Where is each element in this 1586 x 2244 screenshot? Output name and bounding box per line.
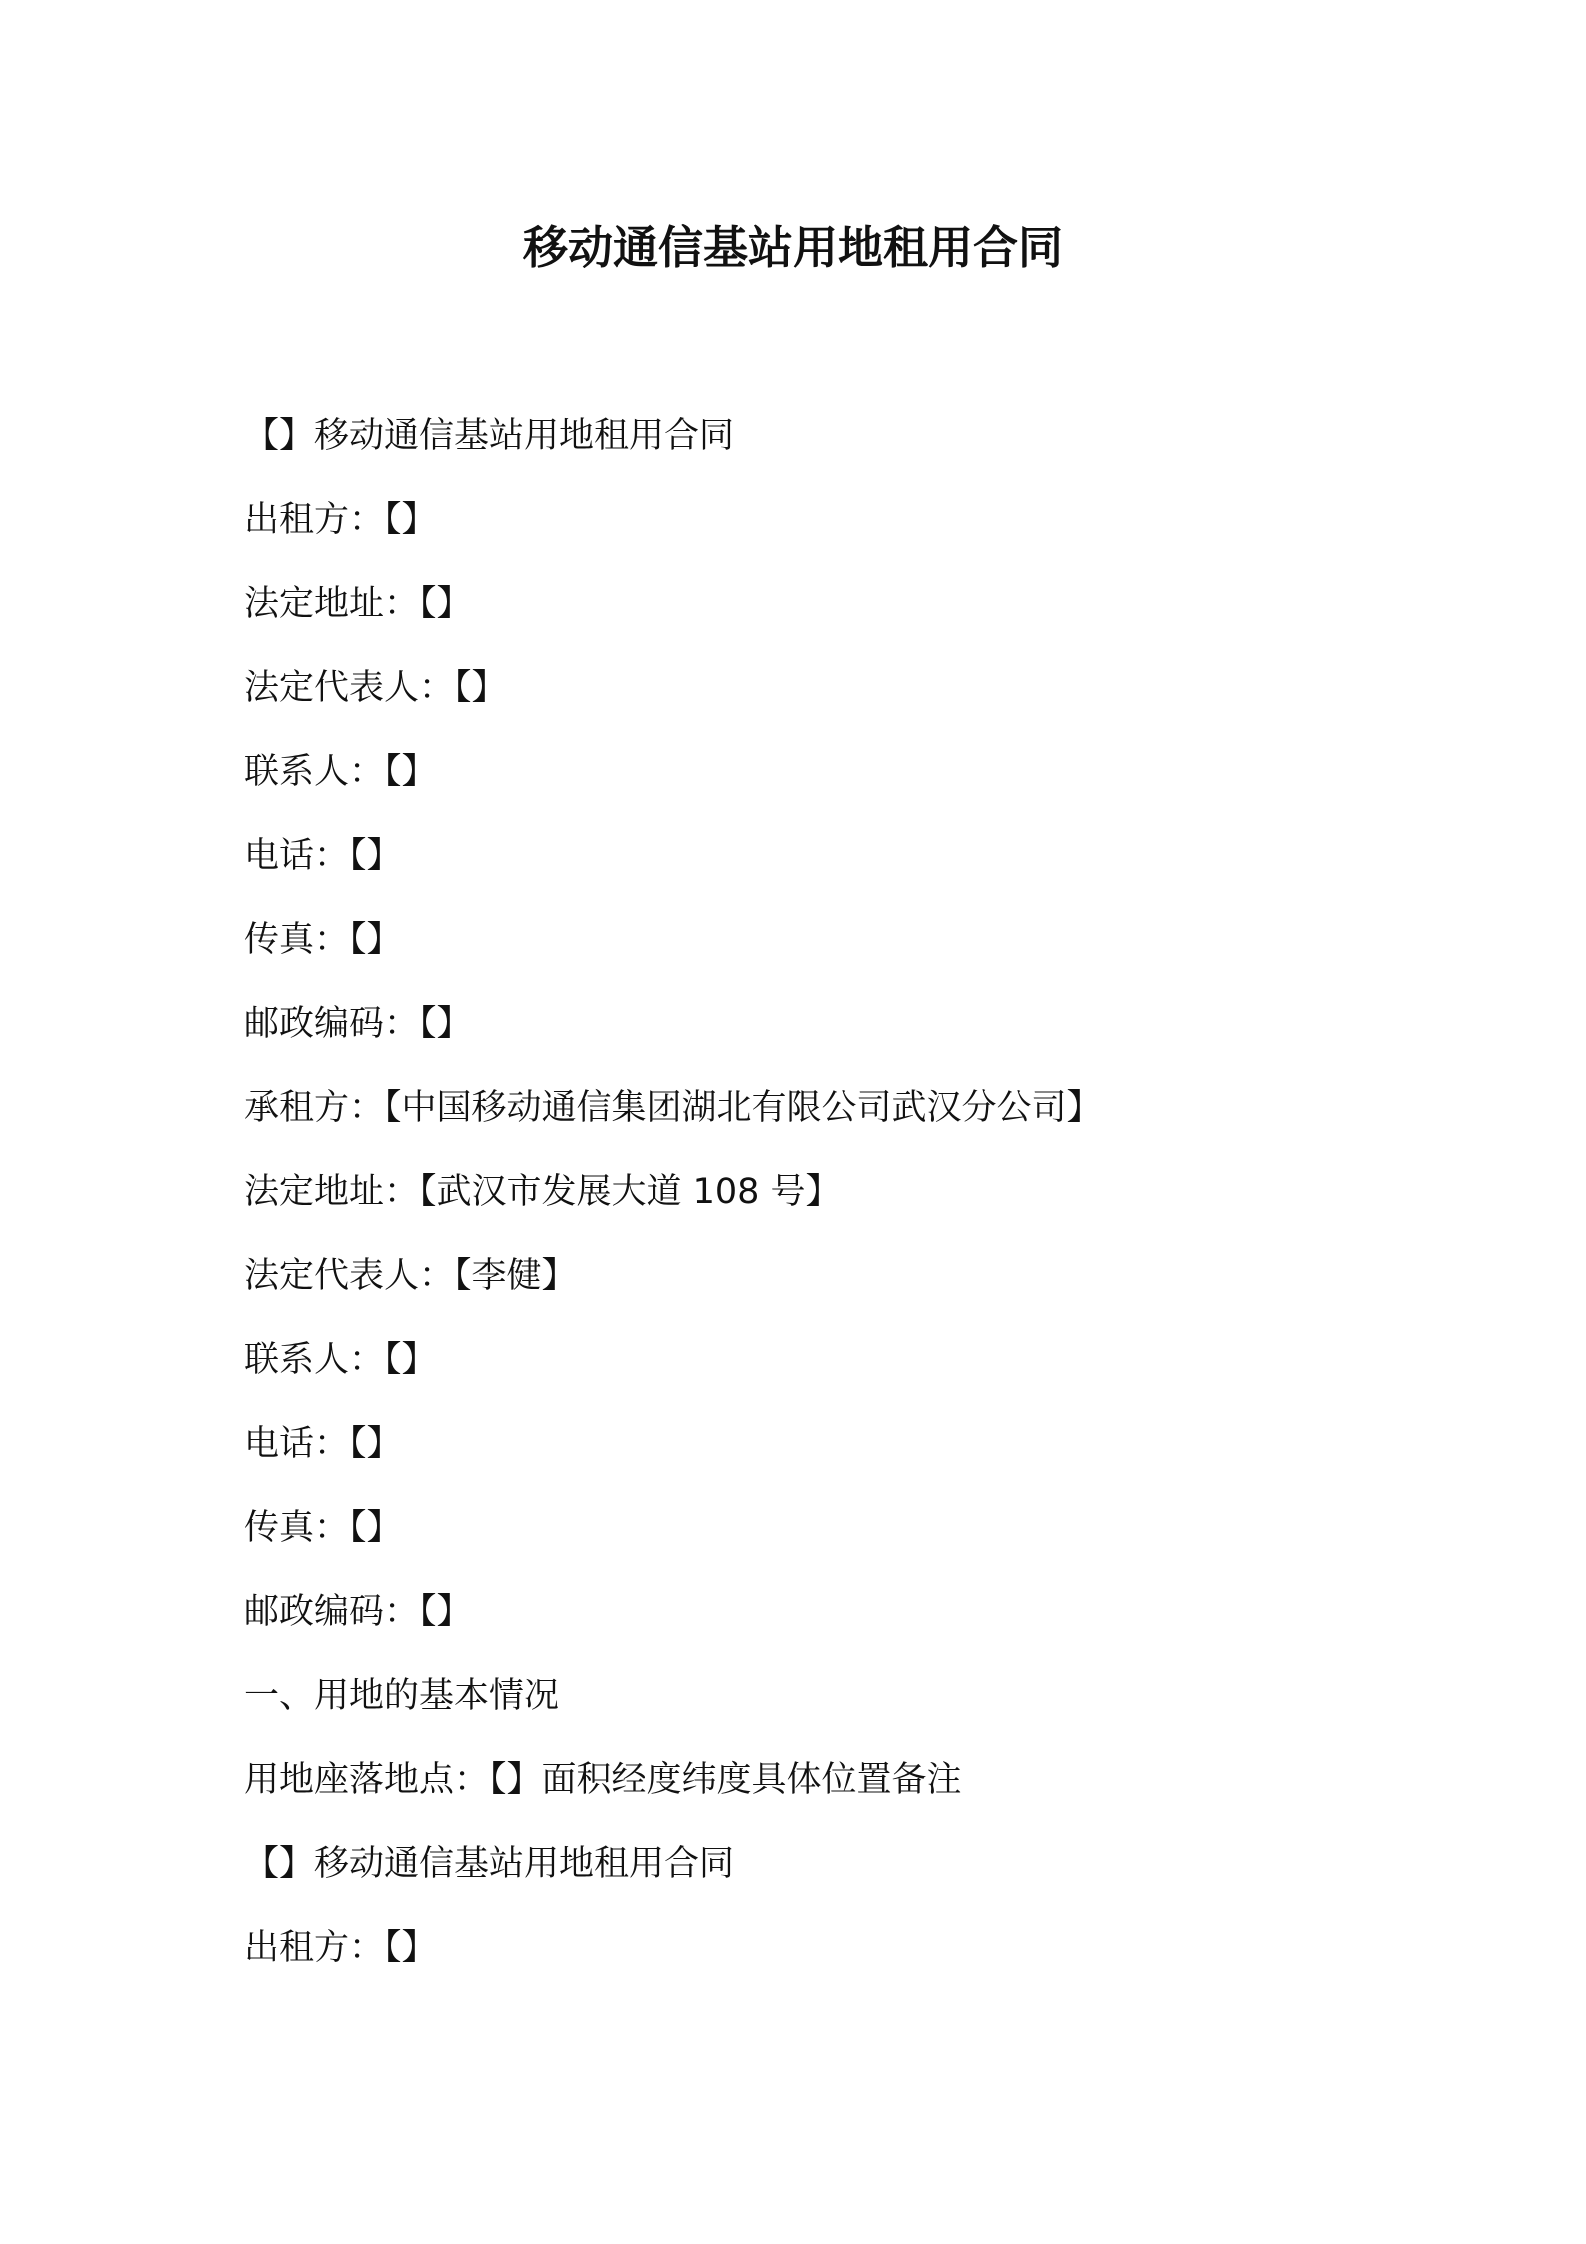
- repeated-contract-heading-line: 【】移动通信基站用地租用合同: [244, 1844, 735, 1884]
- section-heading-land-basic-info: 一、用地的基本情况: [244, 1676, 560, 1716]
- lessor-legal-representative-line: 法定代表人：【】: [244, 668, 507, 708]
- lessee-legal-representative-line: 法定代表人：【李健】: [244, 1256, 577, 1296]
- repeated-lessor-line: 出租方：【】: [244, 1928, 437, 1968]
- lessee-fax-line: 传真：【】: [244, 1508, 402, 1548]
- lessee-legal-address-line: 法定地址：【武汉市发展大道 108 号】: [244, 1172, 841, 1212]
- lessee-line: 承租方：【中国移动通信集团湖北有限公司武汉分公司】: [244, 1088, 1102, 1128]
- document-body: [244, 404, 1364, 2000]
- lessee-postal-code-line: 邮政编码：【】: [244, 1592, 472, 1632]
- lessee-phone-line: 电话：【】: [244, 1424, 402, 1464]
- lessor-contact-line: 联系人：【】: [244, 752, 437, 792]
- land-location-line: 用地座落地点：【】面积经度纬度具体位置备注: [244, 1760, 962, 1800]
- lessor-fax-line: 传真：【】: [244, 920, 402, 960]
- contract-heading-line: 【】移动通信基站用地租用合同: [244, 416, 735, 456]
- lessor-phone-line: 电话：【】: [244, 836, 402, 876]
- lessor-postal-code-line: 邮政编码：【】: [244, 1004, 472, 1044]
- lessor-line: 出租方：【】: [244, 500, 437, 540]
- lessee-contact-line: 联系人：【】: [244, 1340, 437, 1380]
- lessor-legal-address-line: 法定地址：【】: [244, 584, 472, 624]
- document-title: 移动通信基站用地租用合同: [522, 221, 1063, 274]
